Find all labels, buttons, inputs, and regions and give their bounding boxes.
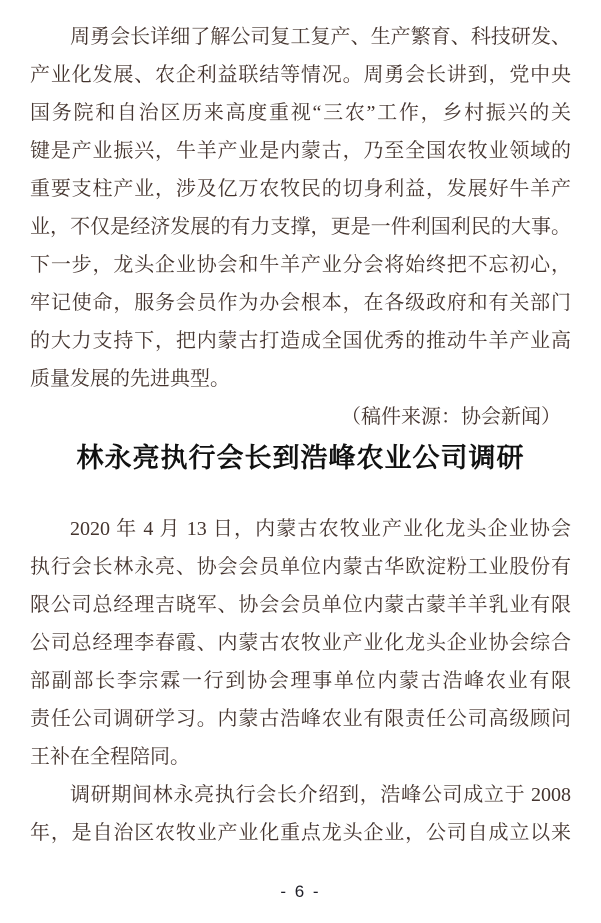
text-line: 牢记使命，服务会员作为办会根本，在各级政府和有关部门 [30,292,571,314]
text-line: 重要支柱产业，涉及亿万农牧民的切身利益，发展好牛羊产 [30,178,571,200]
page-number: - 6 - [280,882,321,901]
text-line: 公司总经理李春霞、内蒙古农牧业产业化龙头企业协会综合 [30,632,571,654]
text-line: 周勇会长详细了解公司复工复产、生产繁育、科技研发、 [70,26,571,48]
paragraph-company-introduction [30,776,571,852]
text-line: 下一步，龙头企业协会和牛羊产业分会将始终把不忘初心， [30,254,571,276]
article-title: 林永亮执行会长到浩峰农业公司调研 [76,443,525,473]
paragraph-visit-intro [30,510,571,776]
text-line: 执行会长林永亮、协会会员单位内蒙古华欧淀粉工业股份有 [30,556,571,578]
text-line: 部副部长李宗霖一行到协会理事单位内蒙古浩峰农业有限 [30,670,571,692]
text-line: 王补在全程陪同。 [30,746,190,768]
text-line: 责任公司调研学习。内蒙古浩峰农业有限责任公司高级顾问 [30,708,571,730]
source-attribution: （稿件来源：协会新闻） [341,406,561,428]
text-line: 质量发展的先进典型。 [30,368,230,390]
text-line: 产业化发展、农企利益联结等情况。周勇会长讲到，党中央 [30,64,571,86]
text-line: 调研期间林永亮执行会长介绍到，浩峰公司成立于 2008 [70,784,571,806]
text-line: 的大力支持下，把内蒙古打造成全国优秀的推动牛羊产业高 [30,330,571,352]
text-line: 限公司总经理吉晓军、协会会员单位内蒙古蒙羊羊乳业有限 [30,594,571,616]
text-line: 键是产业振兴，牛羊产业是内蒙古，乃至全国农牧业领域的 [30,140,571,162]
text-line: 2020 年 4 月 13 日，内蒙古农牧业产业化龙头企业协会 [70,518,571,540]
text-line: 年，是自治区农牧业产业化重点龙头企业，公司自成立以来 [30,822,571,844]
text-line: 国务院和自治区历来高度重视“三农”工作，乡村振兴的关 [30,102,571,124]
paragraph-zhouyong-summary [30,18,571,398]
text-line: 业，不仅是经济发展的有力支撑，更是一件利国利民的大事。 [30,216,571,238]
